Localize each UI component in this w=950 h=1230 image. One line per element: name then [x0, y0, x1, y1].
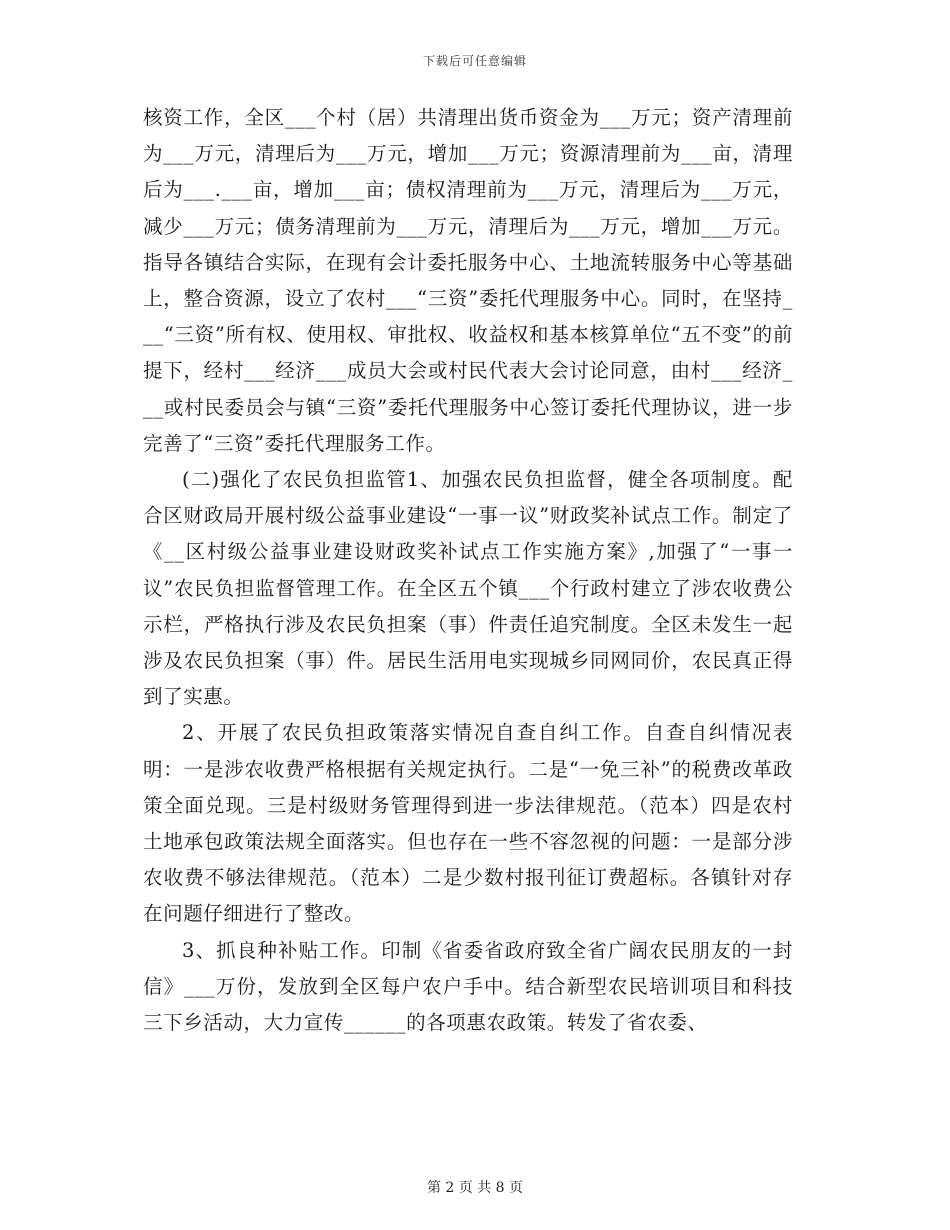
document-body: [143, 100, 793, 1041]
paragraph-item-two: 2、开展了农民负担政策落实情况自查自纠工作。自查自纠情况表明：一是涉农收费严格根据有关规定执行。二是“一免三补”的税费改革政策全面兑现。三是村级财务管理得到进一步法律规范。（范本）四是农村土地承包政策法规全面落实。但也存在一些不容忽视的问题：一是部分涉农收费不够法律规范。（范本）二是少数村报刊征订费超标。各镇针对存在问题仔细进行了整改。: [143, 721, 793, 926]
paragraph-item-three: 3、抓良种补贴工作。印制《省委省政府致全省广阔农民朋友的一封信》___万份，发放到全区每户农户手中。结合新型农民培训项目和科技三下乡活动，大力宣传______的各项惠农政策。转发了省农委、: [143, 938, 793, 1035]
page-number: 第 2 页 共 8 页: [426, 1180, 524, 1196]
page-header: 下载后可任意编辑: [422, 54, 527, 68]
paragraph-continuation: 核资工作，全区___个村（居）共清理出货币资金为___万元；资产清理前为___万元，清理后为___万元，增加___万元；资源清理前为___亩，清理后为___.___亩，增加___亩；债权清理前为___万元，清理后为___万元，减少___万元；债务清理前为___万元，清理后为___万元，增加___万元。指导各镇结合实际，在现有会计委托服务中心、土地流转服务中心等基础上，整合资源，设立了农村___“三资”委托代理服务中心。同时，在坚持___“三资”所有权、使用权、审批权、收益权和基本核算单位“五不变”的前提下，经村___经济___成员大会或村民代表大会讨论同意，由村___经济___或村民委员会与镇“三资”委托代理服务中心签订委托代理协议，进一步完善了“三资”委托代理服务工作。: [143, 106, 793, 455]
paragraph-section-two: (二)强化了农民负担监管1、加强农民负担监督，健全各项制度。配合区财政局开展村级公益事业建设“一事一议”财政奖补试点工作。制定了《__区村级公益事业建设财政奖补试点工作实施方案》,加强了“一事一议”农民负担监督管理工作。在全区五个镇___个行政村建立了涉农收费公示栏，严格执行涉及农民负担案（事）件责任追究制度。全区未发生一起涉及农民负担案（事）件。居民生活用电实现城乡同网同价，农民真正得到了实惠。: [143, 468, 793, 709]
